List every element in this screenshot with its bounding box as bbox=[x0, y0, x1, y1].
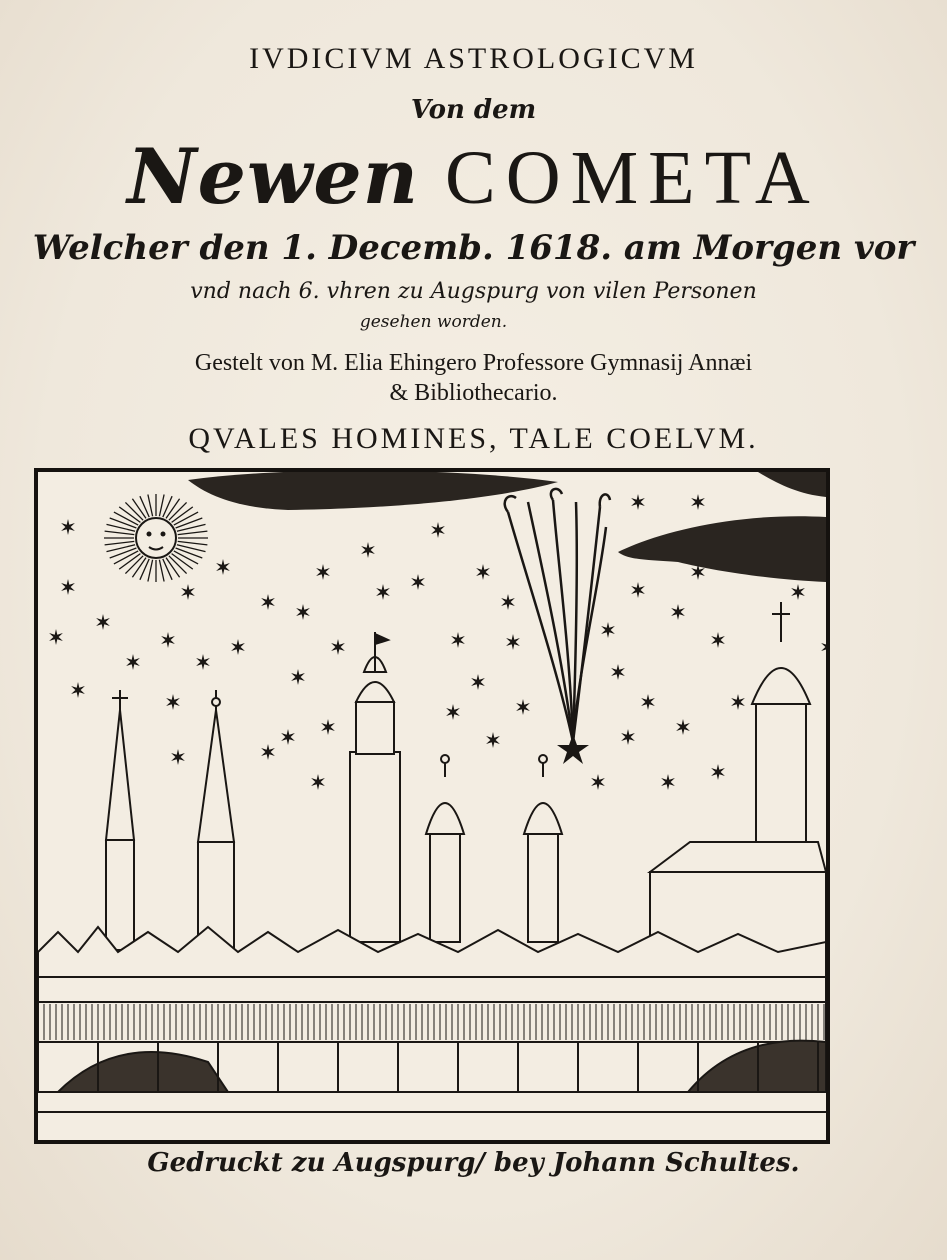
star-icon bbox=[331, 639, 345, 655]
star-icon bbox=[411, 574, 425, 590]
motto: QVALES HOMINES, TALE COELVM. bbox=[188, 422, 759, 455]
tower-icon bbox=[106, 690, 134, 950]
woodcut-illustration bbox=[34, 468, 830, 1144]
star-icon bbox=[181, 584, 195, 600]
author-title-line: & Bibliothecario. bbox=[389, 380, 558, 406]
star-icon bbox=[311, 774, 325, 790]
star-icon bbox=[641, 694, 655, 710]
tower-icon bbox=[524, 755, 562, 942]
star-icon bbox=[591, 774, 605, 790]
title-word-gothic: Newen bbox=[127, 132, 420, 221]
star-icon bbox=[471, 674, 485, 690]
star-icon bbox=[71, 682, 85, 698]
star-icon bbox=[161, 632, 175, 648]
comet-icon bbox=[505, 489, 610, 742]
star-icon bbox=[126, 654, 140, 670]
title-line-3 bbox=[0, 132, 947, 223]
title-line-2: Von dem bbox=[410, 95, 537, 125]
star-icon bbox=[691, 494, 705, 510]
tower-icon bbox=[350, 632, 400, 942]
star-icon bbox=[506, 634, 520, 650]
star-icon bbox=[261, 744, 275, 760]
star-icon bbox=[711, 764, 725, 780]
star-icon bbox=[731, 694, 745, 710]
star-icon bbox=[601, 622, 615, 638]
title-line-6: gesehen worden. bbox=[359, 312, 508, 332]
star-icon bbox=[61, 519, 75, 535]
star-icon bbox=[671, 604, 685, 620]
star-icon bbox=[821, 639, 826, 655]
star-icon bbox=[711, 632, 725, 648]
star-icon bbox=[611, 664, 625, 680]
star-icon bbox=[621, 729, 635, 745]
star-icon bbox=[261, 594, 275, 610]
cloud-icon bbox=[188, 472, 558, 510]
star-icon bbox=[61, 579, 75, 595]
star-icon bbox=[361, 542, 375, 558]
star-icon bbox=[231, 639, 245, 655]
star-icon bbox=[49, 629, 63, 645]
comet-head-star bbox=[557, 734, 589, 764]
star-icon bbox=[291, 669, 305, 685]
cloud-icon bbox=[618, 516, 826, 582]
church-icon bbox=[650, 602, 826, 952]
title-line-1: IVDICIVM ASTROLOGICVM bbox=[249, 42, 698, 75]
star-icon bbox=[676, 719, 690, 735]
star-icon bbox=[451, 632, 465, 648]
star-icon bbox=[316, 564, 330, 580]
title-word-roman: COMETA bbox=[445, 136, 820, 220]
star-icon bbox=[196, 654, 210, 670]
star-icon bbox=[486, 732, 500, 748]
star-icon bbox=[281, 729, 295, 745]
city-skyline bbox=[38, 602, 826, 1112]
star-icon bbox=[501, 594, 515, 610]
star-icon bbox=[516, 699, 530, 715]
woodcut-svg bbox=[38, 472, 826, 1140]
star-icon bbox=[376, 584, 390, 600]
star-icon bbox=[96, 614, 110, 630]
star-icon bbox=[431, 522, 445, 538]
star-icon bbox=[661, 774, 675, 790]
star-icon bbox=[166, 694, 180, 710]
star-icon bbox=[476, 564, 490, 580]
title-line-4: Welcher den 1. Decemb. 1618. am Morgen vor bbox=[32, 228, 915, 268]
title-line-5: vnd nach 6. vhren zu Augspurg von vilen Personen bbox=[190, 279, 757, 304]
star-icon bbox=[791, 584, 805, 600]
author-line: Gestelt von M. Elia Ehingero Professore Gymnasij Annæi bbox=[194, 350, 753, 376]
star-icon bbox=[296, 604, 310, 620]
imprint-line: Gedruckt zu Augspurg/ bey Johann Schultes. bbox=[147, 1148, 800, 1178]
tower-icon bbox=[198, 690, 234, 952]
star-icon bbox=[631, 494, 645, 510]
tower-icon bbox=[426, 755, 464, 942]
star-icon bbox=[171, 749, 185, 765]
star-icon bbox=[446, 704, 460, 720]
star-icon bbox=[216, 559, 230, 575]
star-icon bbox=[321, 719, 335, 735]
star-icon bbox=[631, 582, 645, 598]
sun-face-icon bbox=[104, 494, 208, 582]
